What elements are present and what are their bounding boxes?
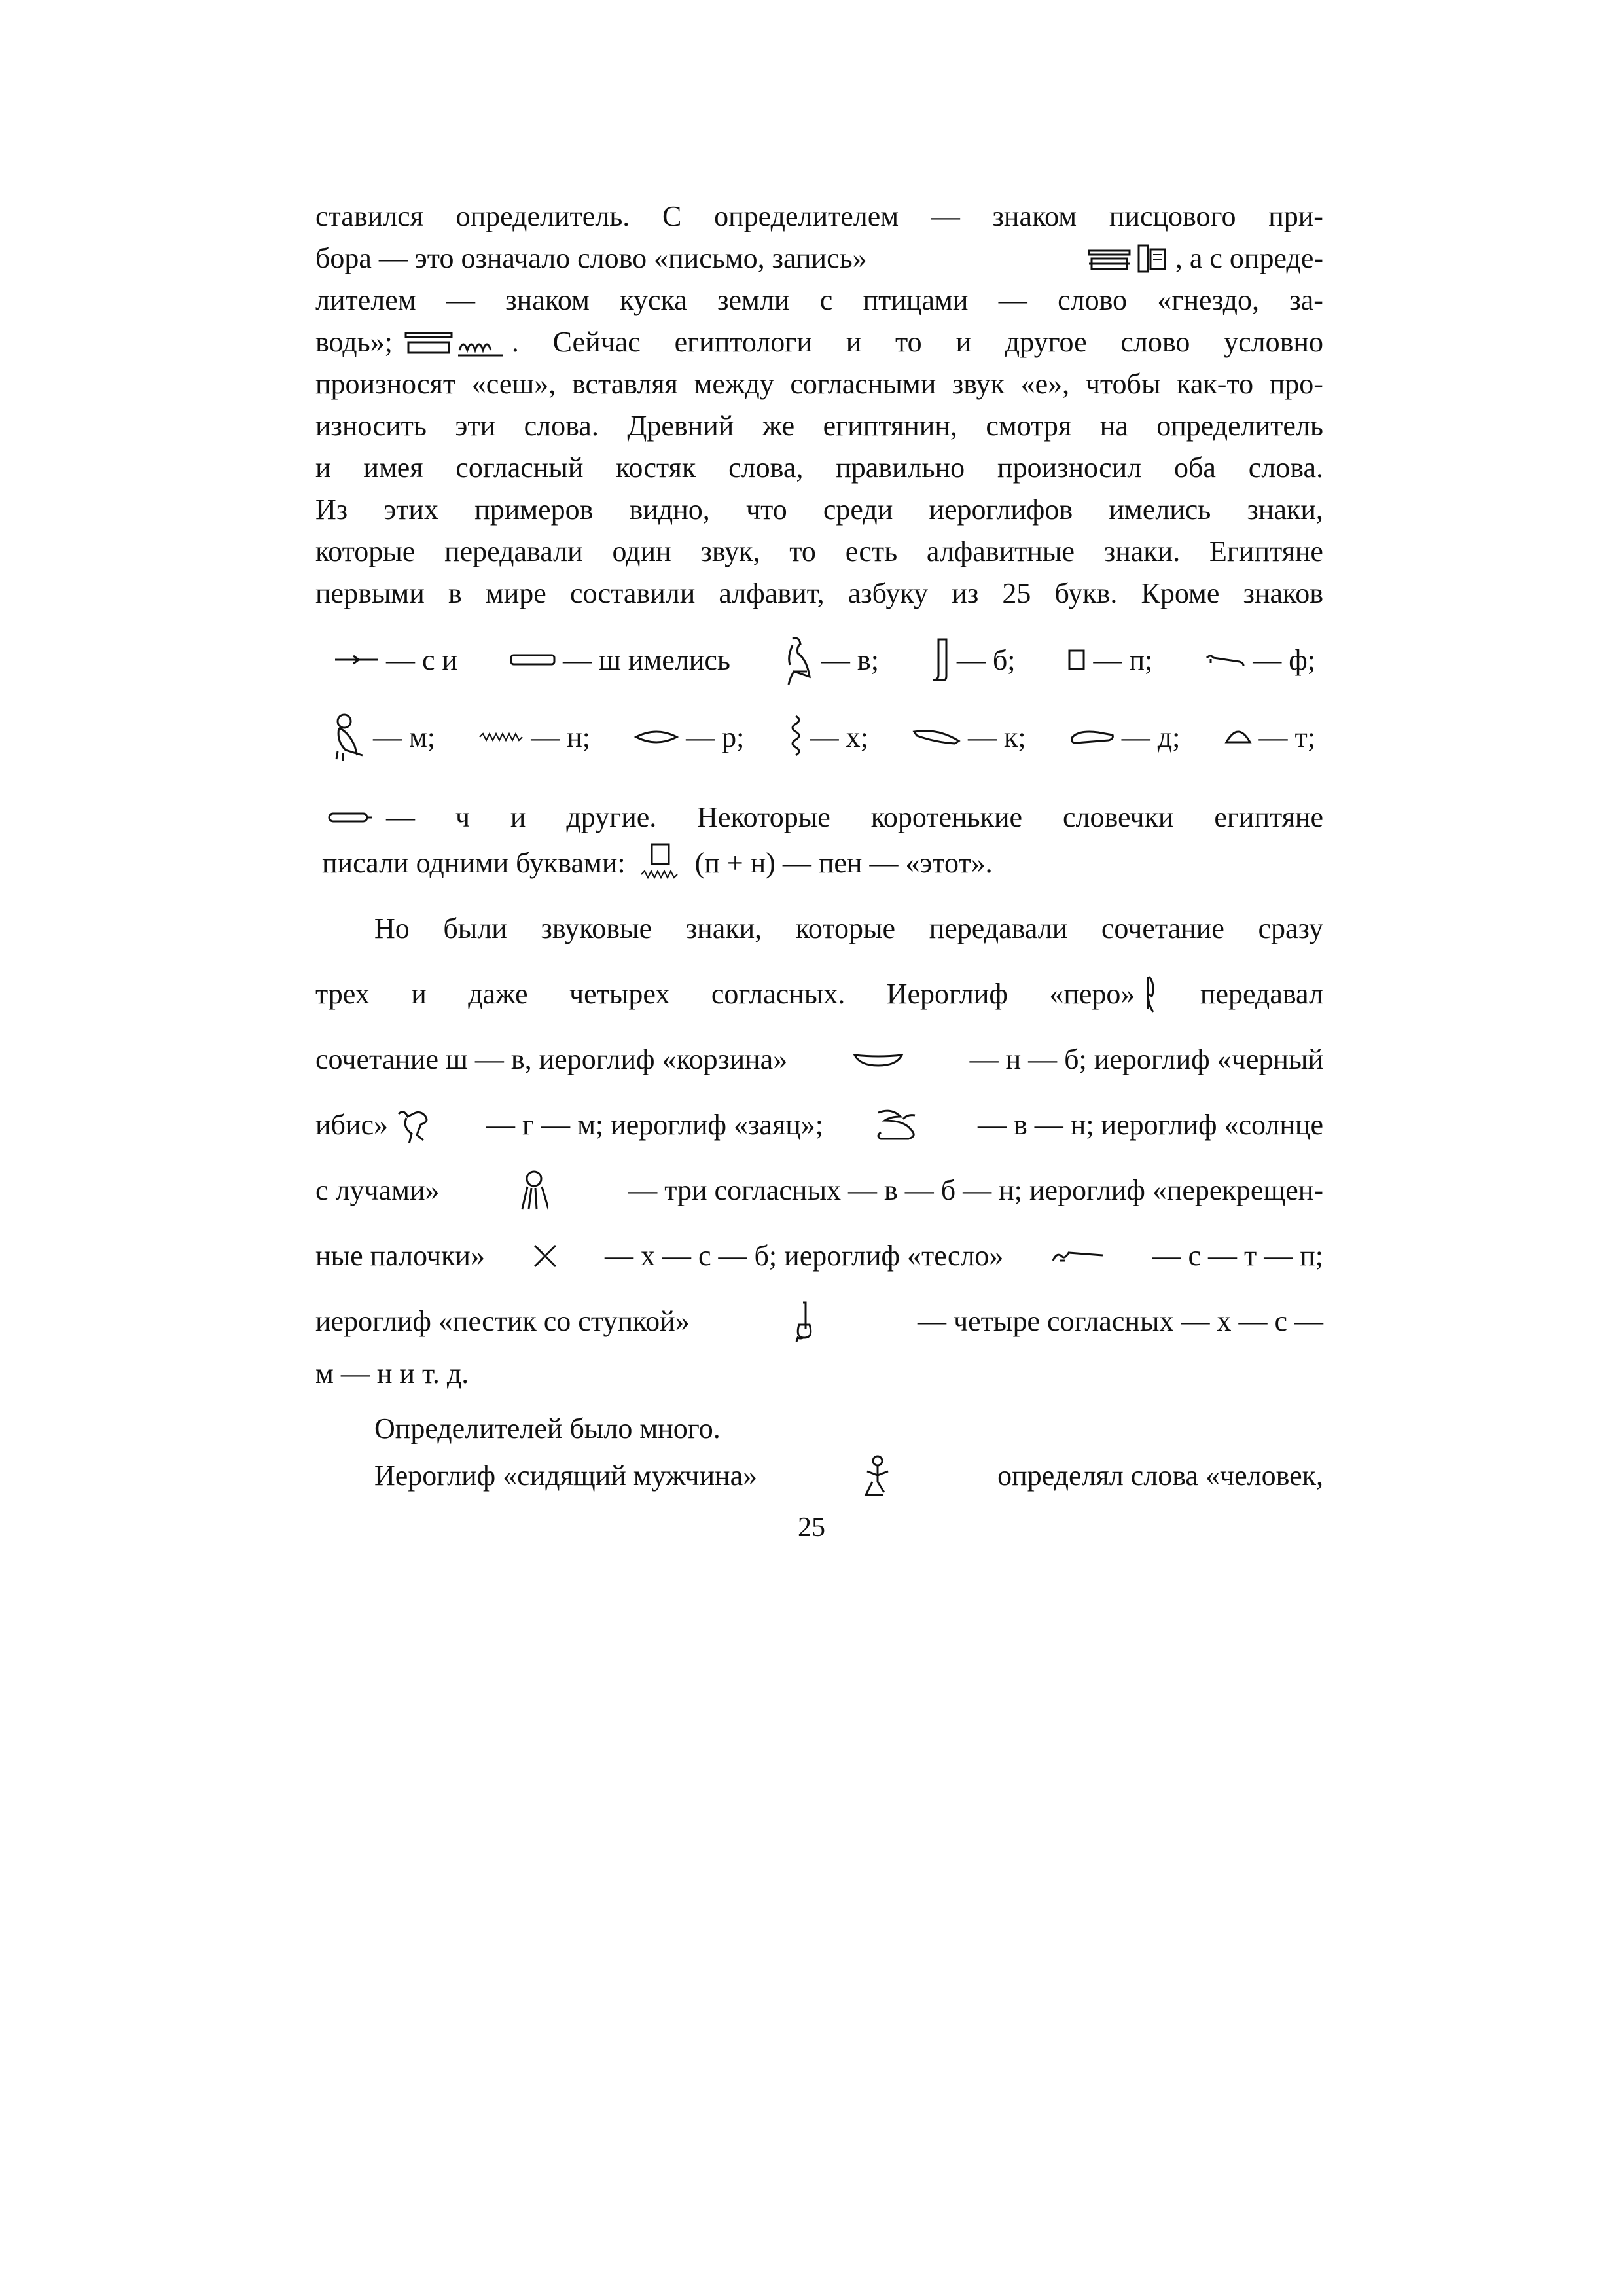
word: алфавитные	[926, 535, 1075, 567]
word: слова.	[1248, 452, 1323, 484]
text-line-2: бора — это означало слово «письмо, запись» , а с опреде-	[315, 237, 1323, 280]
wick-icon	[788, 715, 804, 759]
word: примеров	[474, 493, 594, 526]
word: знаков	[1243, 577, 1323, 609]
text-line-6	[315, 404, 1323, 448]
word: и	[846, 326, 862, 358]
para2-line-6: ные палочки» — х — с — б; иероглиф «тесло» — с — т — п;	[315, 1240, 1323, 1272]
mouth-icon	[633, 728, 679, 746]
word: Египтяне	[1209, 535, 1323, 567]
word: «е»,	[1020, 368, 1070, 400]
word: составили	[569, 577, 696, 609]
hare-icon	[874, 1107, 927, 1143]
foot-icon	[931, 637, 950, 683]
word: произносят	[315, 368, 456, 400]
word: слова.	[524, 410, 599, 442]
word: алфавит,	[719, 577, 825, 609]
word: оба	[1174, 452, 1216, 484]
word: Кроме	[1141, 577, 1220, 609]
owl-icon	[334, 712, 366, 762]
word: —	[446, 284, 475, 316]
word: и	[315, 452, 331, 484]
word: согласными	[790, 368, 936, 400]
para2-line-4: ибис» — г — м; иероглиф «заяц»; — в — н; иероглиф «солнце	[315, 1103, 1323, 1147]
word: на	[1099, 410, 1128, 442]
word: знаком	[992, 200, 1077, 232]
word: имея	[363, 452, 423, 484]
crossed-sticks-icon	[532, 1243, 558, 1269]
word: звук,	[700, 535, 760, 567]
word: и	[955, 326, 971, 358]
text-line-10	[315, 572, 1323, 615]
word: ставился	[315, 200, 423, 232]
word: износить	[315, 410, 427, 442]
word: правильно	[836, 452, 965, 484]
word: чтобы	[1085, 368, 1161, 400]
arrow-bolt-icon	[334, 653, 380, 666]
text-line-9	[315, 530, 1323, 573]
word: эти	[455, 410, 496, 442]
word: Древний	[627, 410, 734, 442]
word: смотря	[986, 410, 1072, 442]
word: передавали	[444, 535, 583, 567]
word: знаки,	[1247, 493, 1323, 526]
word: этих	[383, 493, 438, 526]
sign-v: — в;	[782, 635, 879, 685]
word: первыми	[315, 577, 425, 609]
word: —	[931, 200, 960, 232]
word: то	[895, 326, 922, 358]
word: лителем	[315, 284, 416, 316]
basket-nb-icon	[852, 1051, 904, 1068]
text-line-7	[315, 446, 1323, 490]
word: костяк	[616, 452, 696, 484]
word: —	[998, 284, 1027, 316]
alphabet-row-3: — ч и другие. Некоторые коротенькие словечки египтяне	[327, 796, 1323, 839]
pool-icon	[509, 652, 556, 668]
sign-m: — м;	[334, 712, 435, 762]
word: слово	[1120, 326, 1190, 358]
sign-sh: — ш имелись	[509, 643, 730, 677]
word: из	[952, 577, 979, 609]
alphabet-row-2	[334, 711, 1315, 763]
word: в	[448, 577, 462, 609]
sign-n: — н;	[478, 721, 590, 754]
sign-t: — т;	[1224, 721, 1315, 754]
para4-line: Иероглиф «сидящий мужчина» определял слова «человек,	[374, 1454, 1323, 1498]
word: видно,	[629, 493, 710, 526]
text-line-8	[315, 488, 1323, 531]
text-line-1	[315, 195, 1323, 238]
pen-word-hieroglyph-icon	[639, 843, 682, 884]
ibis-icon	[396, 1107, 435, 1143]
word: согласный	[455, 452, 584, 484]
word: Сейчас	[552, 326, 641, 358]
alphabet-row-4: писали одними буквами: (п + н) — пен — «этот».	[322, 842, 1330, 885]
word: египтологи	[674, 326, 812, 358]
sign-d: — д;	[1069, 721, 1181, 754]
word: мире	[485, 577, 546, 609]
word: куска	[620, 284, 687, 316]
word: азбуку	[847, 577, 929, 609]
sign-f: — ф;	[1204, 643, 1315, 677]
word: условно	[1224, 326, 1323, 358]
word: определитель	[1156, 410, 1323, 442]
word: звук	[952, 368, 1005, 400]
word: египтянин,	[823, 410, 957, 442]
para3-line: Определителей было много.	[374, 1412, 721, 1444]
word: при-	[1268, 200, 1323, 232]
word: за-	[1289, 284, 1323, 316]
sesh-nest-hieroglyph-icon	[403, 324, 508, 361]
sign-h: — х;	[788, 715, 868, 759]
text-line-3	[315, 279, 1323, 322]
sign-r: — р;	[633, 721, 744, 754]
word: писцового	[1109, 200, 1236, 232]
adze-icon	[1050, 1247, 1105, 1265]
word: знаки.	[1103, 535, 1181, 567]
word: знаком	[505, 284, 590, 316]
word: произносил	[997, 452, 1142, 484]
hand-icon	[1069, 728, 1115, 745]
word: букв.	[1054, 577, 1118, 609]
para2-line-2: трех и даже четырех согласных. Иероглиф «перо» передавал	[315, 973, 1323, 1016]
word: то	[789, 535, 816, 567]
word: между	[694, 368, 774, 400]
water-icon	[478, 732, 524, 742]
alphabet-row-1	[334, 634, 1315, 686]
word: есть	[845, 535, 898, 567]
sesh-writing-hieroglyph-icon	[1086, 240, 1171, 277]
basket-icon	[912, 728, 961, 746]
sign-b: — б;	[931, 637, 1016, 683]
word: же	[762, 410, 795, 442]
word: иероглифов	[929, 493, 1073, 526]
tethering-rope-icon	[327, 810, 373, 825]
sign-k: — к;	[912, 721, 1026, 754]
word: «сеш»,	[471, 368, 556, 400]
feather-icon	[1143, 974, 1158, 1014]
word: 25	[1002, 577, 1031, 609]
vulture-icon	[782, 635, 815, 685]
word: среди	[823, 493, 893, 526]
text-line-5	[315, 363, 1323, 406]
bread-icon	[1224, 729, 1253, 745]
viper-icon	[1204, 653, 1246, 667]
pestle-mortar-icon	[794, 1300, 813, 1343]
text-line-4: водь»; . Сейчас египтологи и то и другое слово условно	[315, 321, 1323, 364]
para2-line-8: м — н и т. д.	[315, 1357, 469, 1390]
page-number: 25	[798, 1513, 825, 1543]
word: слова,	[728, 452, 804, 484]
word: имелись	[1109, 493, 1211, 526]
para2-line-3: сочетание ш — в, иероглиф «корзина» — н — б; иероглиф «черный	[315, 1043, 1323, 1075]
word: что	[745, 493, 787, 526]
word: с	[819, 284, 833, 316]
word: .	[511, 326, 519, 358]
stool-icon	[1067, 648, 1086, 672]
word: определителем	[714, 200, 899, 232]
word: которые	[315, 535, 416, 567]
word: слово	[1058, 284, 1128, 316]
seated-man-icon	[859, 1454, 896, 1498]
word: птицами	[863, 284, 969, 316]
word: земли	[717, 284, 790, 316]
word: С	[662, 200, 682, 232]
word: про-	[1269, 368, 1323, 400]
word: один	[612, 535, 671, 567]
para2-line-1: Но были звуковые знаки, которые передавали сочетание сразу	[374, 912, 1323, 944]
para2-line-7: иероглиф «пестик со ступкой» — четыре согласных — х — с —	[315, 1300, 1323, 1343]
word: другое	[1005, 326, 1087, 358]
para2-line-5: с лучами» — три согласных — в — б — н; иероглиф «перекрещен-	[315, 1169, 1323, 1212]
sign-s: — с и	[334, 643, 457, 677]
word: как-то	[1177, 368, 1254, 400]
word: определитель.	[455, 200, 630, 232]
word: «гнездо,	[1157, 284, 1260, 316]
word: вставляя	[571, 368, 678, 400]
sign-p: — п;	[1067, 643, 1152, 677]
word: Из	[315, 493, 348, 526]
sun-rays-icon	[520, 1170, 548, 1211]
